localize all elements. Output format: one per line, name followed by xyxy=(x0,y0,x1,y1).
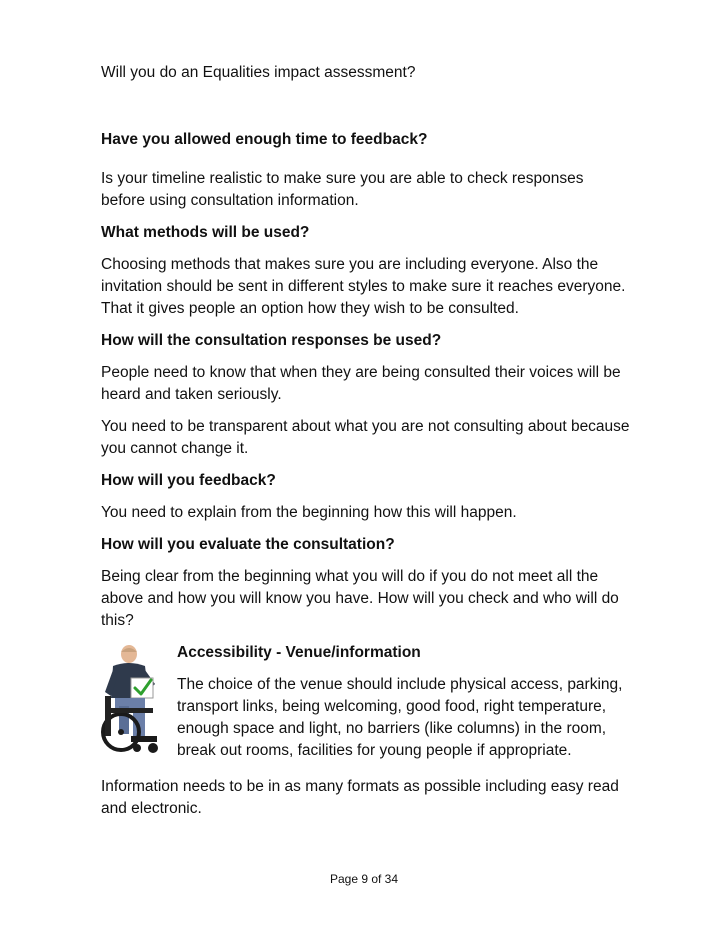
accessibility-paragraph: The choice of the venue should include physical access, parking, transport links, being welcoming, good food, right temperature, enough space and light, no barriers (like columns) in the room, break out rooms, facilities for young people if appropriate. xyxy=(177,676,623,759)
section-heading-responses-used: How will the consultation responses be used? xyxy=(101,332,442,349)
section-paragraph-voices-heard: People need to know that when they are being consulted their voices will be heard and taken seriously. xyxy=(101,364,621,403)
section-heading-time-to-feedback: Have you allowed enough time to feedback? xyxy=(101,131,428,148)
section-heading-methods: What methods will be used? xyxy=(101,224,310,241)
section-paragraph-time-to-feedback: Is your timeline realistic to make sure you are able to check responses before using consultation information. xyxy=(101,170,584,209)
accessibility-block xyxy=(101,642,631,766)
intro-question: Will you do an Equalities impact assessment? xyxy=(101,64,416,81)
document-body xyxy=(101,62,631,820)
section-paragraph-evaluate: Being clear from the beginning what you will do if you do not meet all the above and how you will know you have. How will you check and who will do this? xyxy=(101,568,619,629)
closing-paragraph: Information needs to be in as many formats as possible including easy read and electronic. xyxy=(101,778,619,817)
accessibility-heading: Accessibility - Venue/information xyxy=(177,644,421,661)
page-footer xyxy=(0,871,728,887)
section-heading-how-feedback: How will you feedback? xyxy=(101,472,276,489)
section-heading-evaluate: How will you evaluate the consultation? xyxy=(101,536,395,553)
page-number: Page 9 of 34 xyxy=(329,872,399,886)
section-paragraph-transparency: You need to be transparent about what you are not consulting about because you cannot change it. xyxy=(101,418,630,457)
section-paragraph-methods: Choosing methods that makes sure you are including everyone. Also the invitation should be sent in different styles to make sure it reaches everyone. That it gives people an option how they wish to be consulted. xyxy=(101,256,626,317)
section-paragraph-how-feedback: You need to explain from the beginning how this will happen. xyxy=(101,504,517,521)
wheelchair-user-with-checkmark-sign-icon xyxy=(101,644,169,756)
accessibility-text xyxy=(177,642,631,762)
